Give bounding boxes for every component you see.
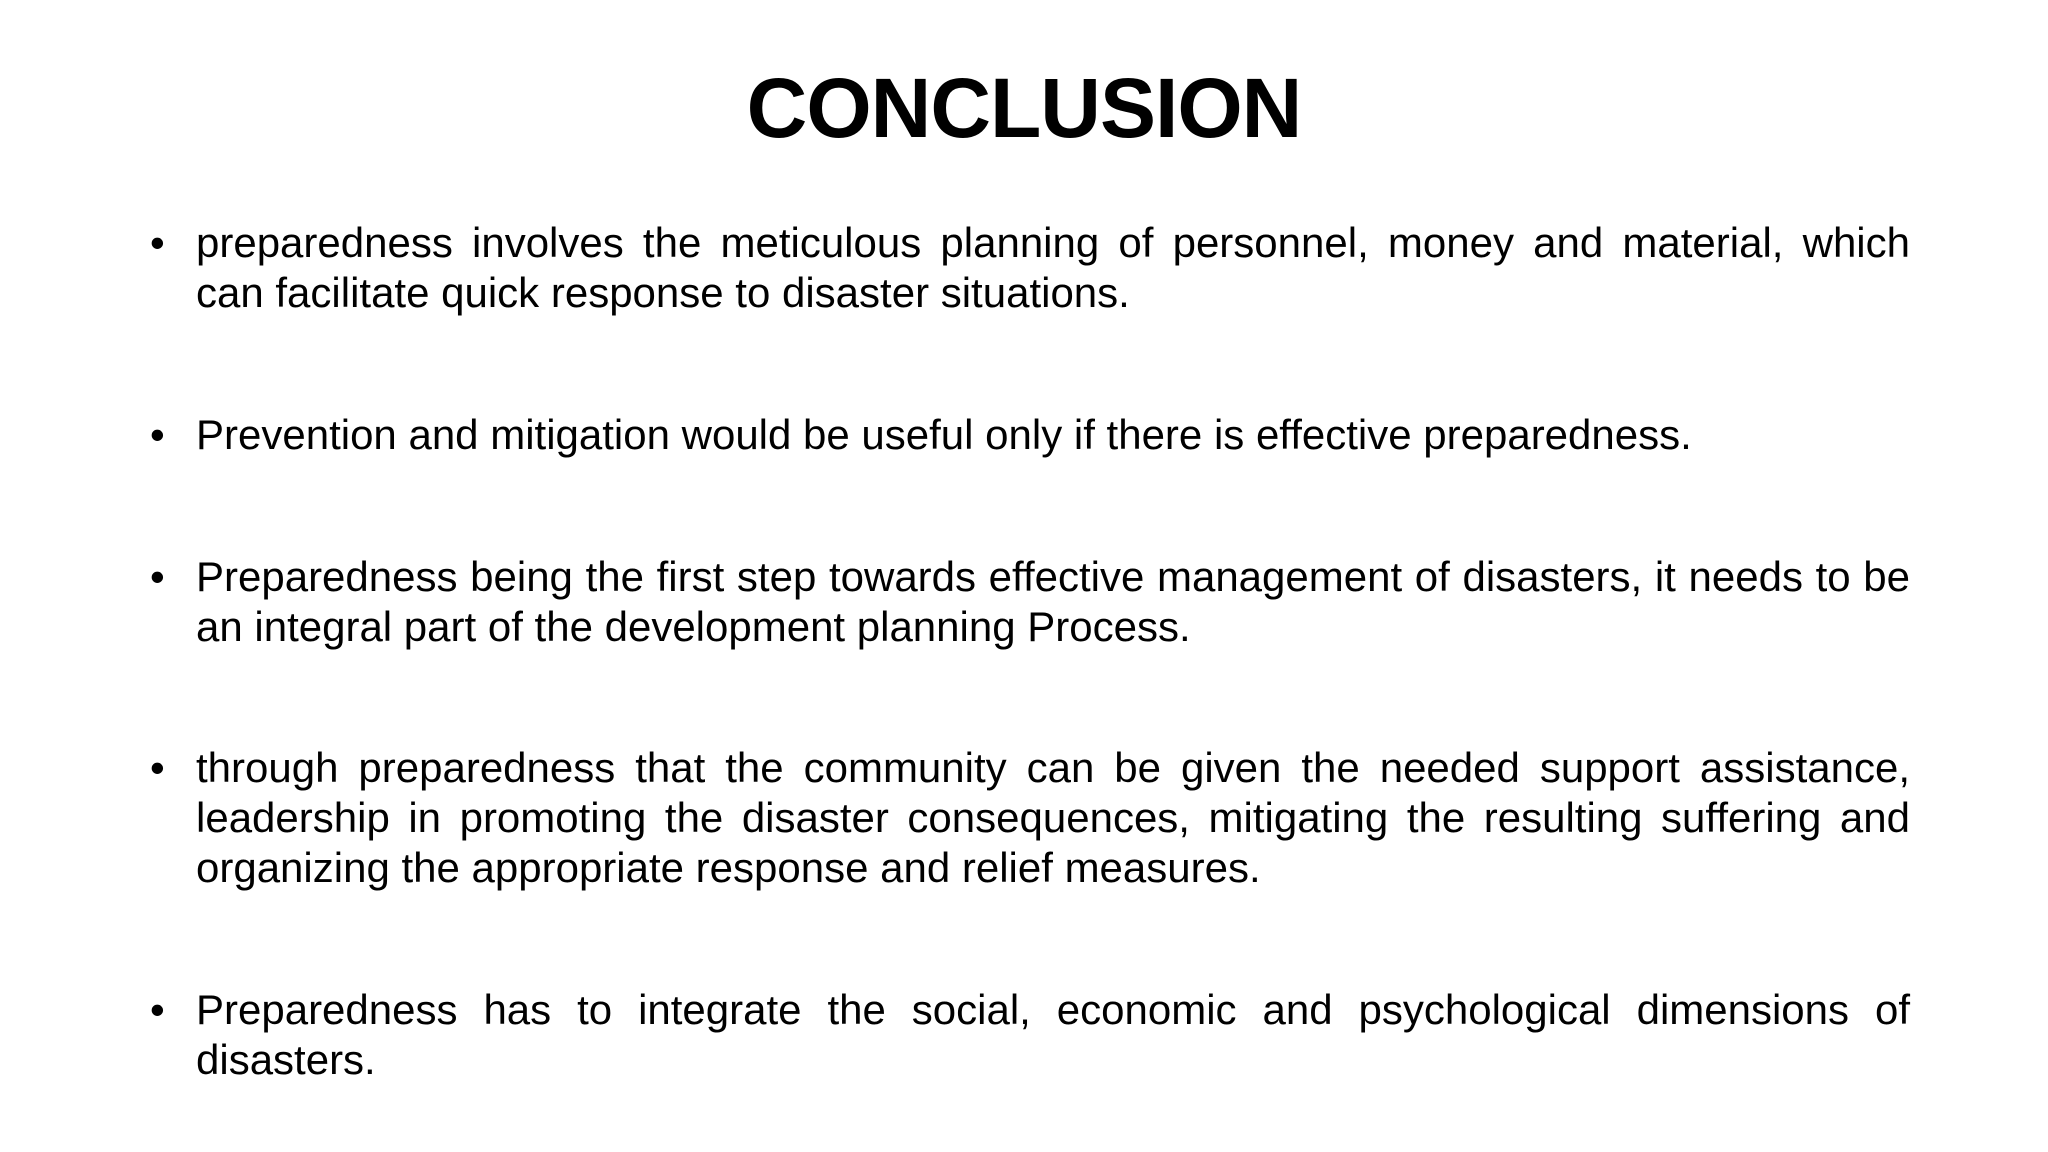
bullet-item-4 [150,743,1910,893]
bullet-icon: • [150,411,165,458]
bullet-text-4: through preparedness that the community can be given the needed support assistance, leadership in promoting the disaster consequences, mitigating the resulting suffering and organizing the appropriate response and relief measures. [196,744,1910,891]
bullet-text-1: preparedness involves the meticulous planning of personnel, money and material, which can facilitate quick response to disaster situations. [196,219,1910,316]
bullet-text-5: Preparedness has to integrate the social, economic and psychological dimensions of disasters. [196,986,1910,1083]
bullet-icon: • [150,553,165,600]
bullet-text-2: Prevention and mitigation would be useful only if there is effective preparedness. [196,411,1692,458]
bullet-icon: • [150,219,165,266]
bullet-icon: • [150,986,165,1033]
slide-title: CONCLUSION [746,61,1302,155]
bullet-item-2 [150,410,1910,460]
bullet-item-3 [150,552,1910,652]
bullet-icon: • [150,744,165,791]
bullet-item-1 [150,218,1910,318]
bullet-text-3: Preparedness being the first step towards effective management of disasters, it needs to be an integral part of the development planning Process. [196,553,1910,650]
bullet-item-5 [150,985,1910,1085]
